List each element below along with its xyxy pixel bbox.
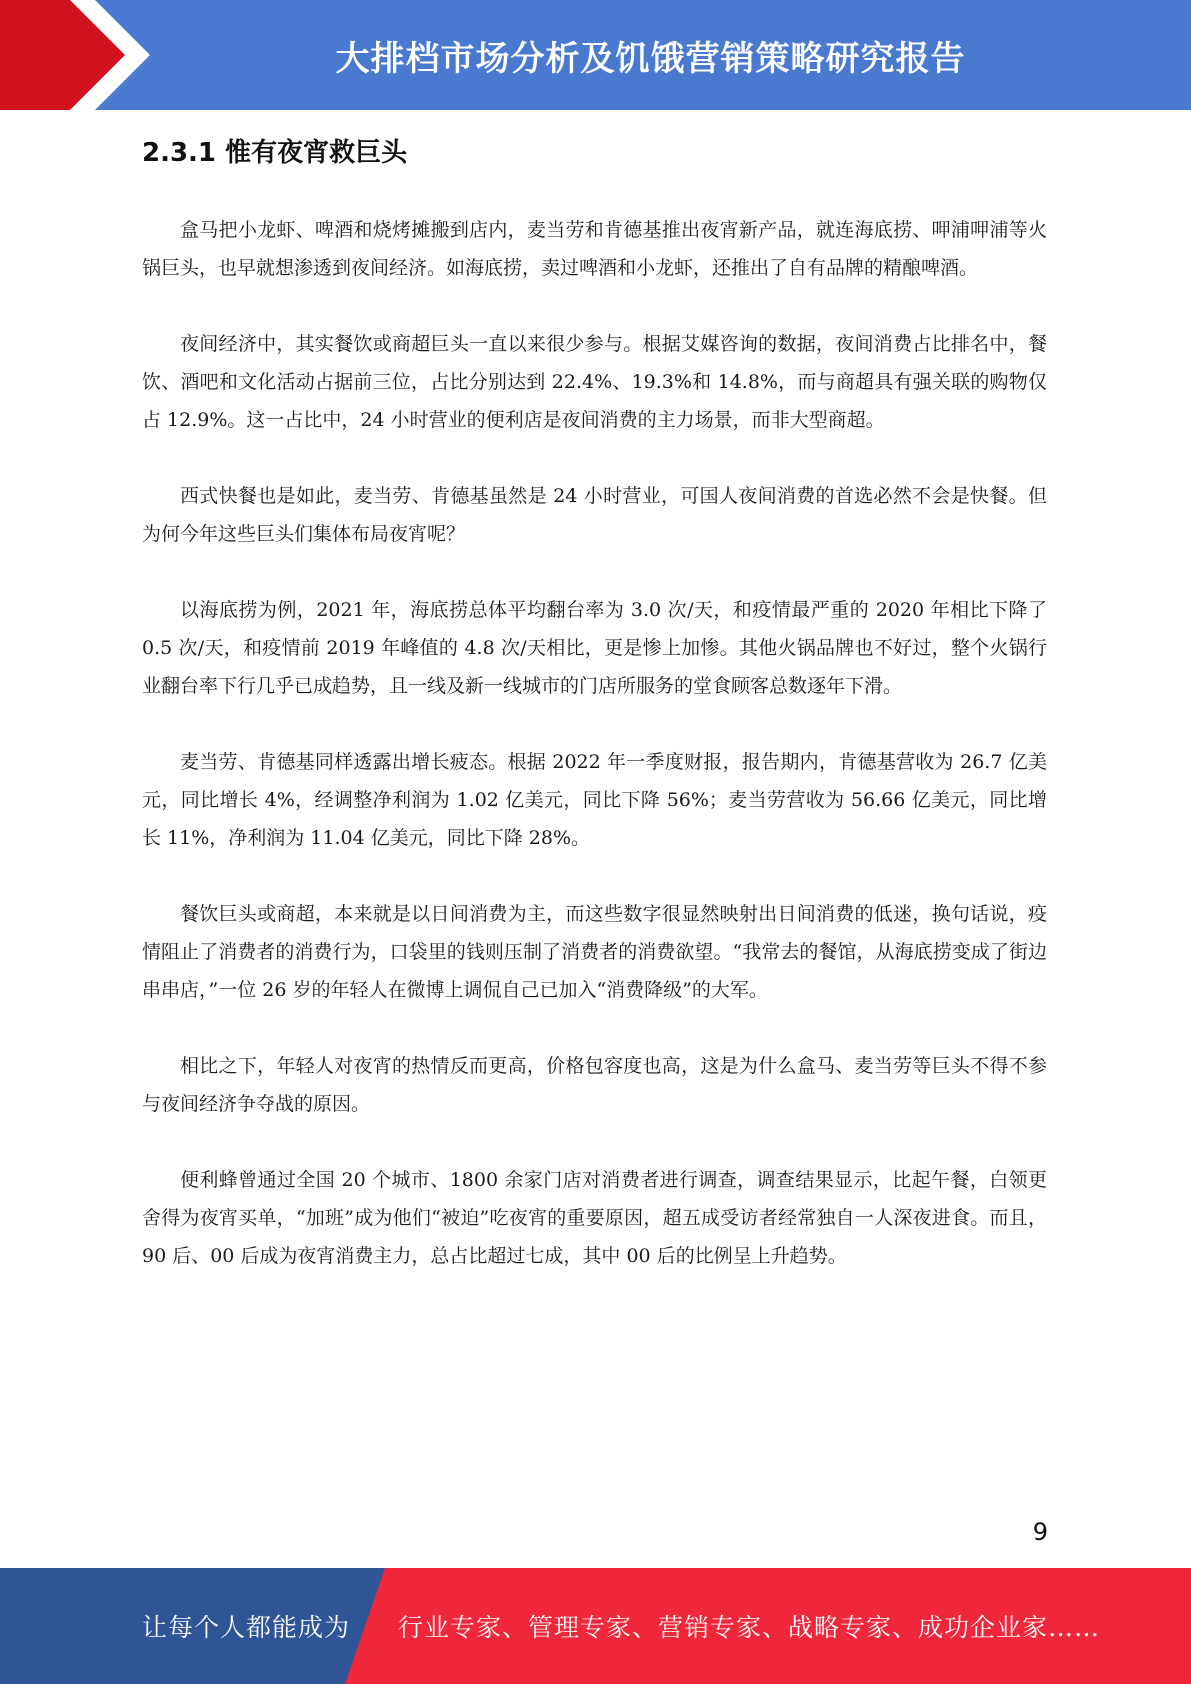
body-content: [142, 211, 1047, 1313]
section-heading: 2.3.1 惟有夜宵救巨头: [142, 138, 408, 168]
paragraph: 夜间经济中，其实餐饮或商超巨头一直以来很少参与。根据艾媒咨询的数据，夜间消费占比排名中，餐饮、酒吧和文化活动占据前三位，占比分别达到 22.4%、19.3%和 14.8%，而与商超具有强关联的购物仅占 12.9%。这一占比中，24 小时营业的便利店是夜间消费的主力场景，而非大型商超。: [142, 333, 1047, 431]
header-arrow-decoration: [0, 0, 150, 110]
footer-slogan-left: 让每个人都能成为: [142, 1613, 351, 1642]
paragraph: 相比之下，年轻人对夜宵的热情反而更高，价格包容度也高，这是为什么盒马、麦当劳等巨头不得不参与夜间经济争夺战的原因。: [142, 1055, 1047, 1115]
paragraph: 盒马把小龙虾、啤酒和烧烤摊搬到店内，麦当劳和肯德基推出夜宵新产品，就连海底捞、呷浦呷浦等火锅巨头，也早就想渗透到夜间经济。如海底捞，卖过啤酒和小龙虾，还推出了自有品牌的精酿啤酒。: [142, 219, 1047, 279]
report-header: [0, 0, 1191, 110]
paragraph: 以海底捞为例，2021 年，海底捞总体平均翻台率为 3.0 次/天，和疫情最严重的 2020 年相比下降了 0.5 次/天，和疫情前 2019 年峰值的 4.8 次/天相比，更是惨上加惨。其他火锅品牌也不好过，整个火锅行业翻台率下行几乎已成趋势，且一线及新一线城市的门店所服务的堂食顾客总数逐年下滑。: [142, 599, 1047, 697]
paragraph: 餐饮巨头或商超，本来就是以日间消费为主，而这些数字很显然映射出日间消费的低迷，换句话说，疫情阻止了消费者的消费行为，口袋里的钱则压制了消费者的消费欲望。“我常去的餐馆，从海底捞变成了街边串串店，”一位 26 岁的年轻人在微博上调侃自己已加入“消费降级”的大军。: [142, 903, 1047, 1001]
paragraph: 便利蜂曾通过全国 20 个城市、1800 余家门店对消费者进行调查，调查结果显示，比起午餐，白领更舍得为夜宵买单，“加班”成为他们“被迫”吃夜宵的重要原因，超五成受访者经常独自一人深夜进食。而且，90 后、00 后成为夜宵消费主力，总占比超过七成，其中 00 后的比例呈上升趋势。: [142, 1169, 1047, 1267]
footer-slogan-right: 行业专家、管理专家、营销专家、战略专家、成功企业家……: [398, 1613, 1101, 1642]
report-footer: [0, 1568, 1191, 1684]
report-title: 大排档市场分析及饥饿营销策略研究报告: [335, 38, 966, 79]
paragraph: 麦当劳、肯德基同样透露出增长疲态。根据 2022 年一季度财报，报告期内，肯德基营收为 26.7 亿美元，同比增长 4%，经调整净利润为 1.02 亿美元，同比下降 56%；麦当劳营收为 56.66 亿美元，同比增长 11%，净利润为 11.04 亿美元，同比下降 28%。: [142, 751, 1047, 849]
paragraph: 西式快餐也是如此，麦当劳、肯德基虽然是 24 小时营业，可国人夜间消费的首选必然不会是快餐。但为何今年这些巨头们集体布局夜宵呢？: [142, 485, 1047, 545]
page-number: 9: [1032, 1518, 1048, 1546]
